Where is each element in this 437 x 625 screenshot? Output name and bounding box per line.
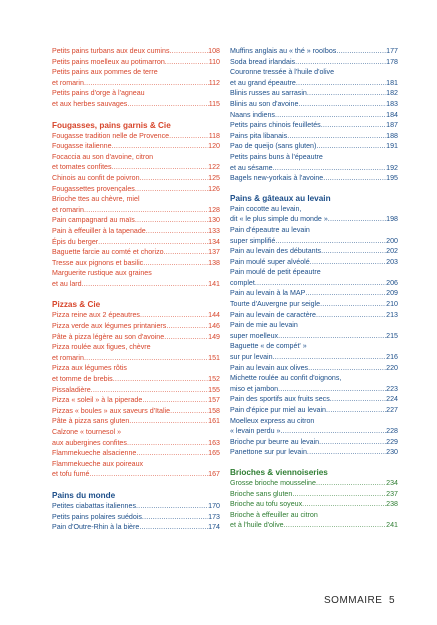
toc-page-number: 125 xyxy=(208,173,220,182)
toc-page-number: 203 xyxy=(386,257,398,266)
dot-leader xyxy=(170,406,208,417)
toc-entry-title: et tomates confites xyxy=(52,163,112,172)
toc-entry[interactable] xyxy=(52,99,220,110)
toc-entry[interactable] xyxy=(52,57,220,68)
toc-entry-title: Pain au levain aux olives xyxy=(230,363,309,372)
dot-leader xyxy=(82,279,209,290)
toc-entry-title: Pissaladière xyxy=(52,385,91,394)
dot-leader xyxy=(316,478,386,489)
toc-entry-title: Muffins anglais au « thé » rooïbos xyxy=(230,47,337,55)
toc-page-number: 227 xyxy=(386,406,398,414)
toc-page-number: 158 xyxy=(208,406,220,415)
dot-leader xyxy=(140,173,209,184)
toc-entry[interactable] xyxy=(52,173,220,184)
toc-page-number: 151 xyxy=(208,353,220,362)
toc-page-number: 138 xyxy=(208,258,220,267)
toc-entry-title: Petites ciabattas italiennes xyxy=(52,501,136,510)
page-number: 5 xyxy=(389,595,395,606)
toc-page-number: 134 xyxy=(208,237,220,246)
section-spacer xyxy=(230,184,398,193)
dot-leader xyxy=(275,236,386,247)
toc-entry[interactable] xyxy=(52,353,220,364)
dot-leader xyxy=(328,214,386,225)
toc-entry-title: complet xyxy=(230,278,255,287)
toc-entry-title: Naans indiens xyxy=(230,110,275,119)
footer-label: SOMMAIRE xyxy=(324,595,383,606)
toc-entry-title: et au grand épeautre xyxy=(230,78,296,87)
toc-entry-title: Pain au levain à la MAP xyxy=(230,289,306,298)
dot-leader xyxy=(275,110,386,121)
toc-page-number: 157 xyxy=(208,396,220,405)
toc-entry-title: Blinis russes au sarrasin xyxy=(230,89,307,98)
toc-entry-title: et romarin xyxy=(52,78,84,87)
dot-leader xyxy=(310,257,387,268)
toc-entry-title: Soda bread irlandais xyxy=(230,57,296,66)
dot-leader xyxy=(136,448,208,459)
toc-entry-title: aux aubergines confites xyxy=(52,438,127,447)
toc-page-number: 216 xyxy=(386,353,398,362)
toc-entry[interactable] xyxy=(230,141,398,152)
toc-page-number: 188 xyxy=(386,131,398,140)
dot-leader xyxy=(307,447,386,458)
toc-entry[interactable] xyxy=(52,310,220,321)
toc-page-number: 144 xyxy=(208,311,220,320)
toc-entry-line[interactable]: Pain d'épeautre au levain xyxy=(230,225,310,234)
section-heading: Brioches & viennoiseries xyxy=(230,467,328,477)
dot-leader xyxy=(316,141,386,152)
toc-entry[interactable] xyxy=(52,321,220,332)
toc-entry[interactable] xyxy=(230,405,398,416)
dot-leader xyxy=(296,78,386,89)
toc-page-number: 141 xyxy=(208,279,220,288)
toc-entry-title: miso et jambon xyxy=(230,384,279,393)
toc-right-column xyxy=(230,46,398,531)
dot-leader xyxy=(326,405,386,416)
toc-page-number: 223 xyxy=(386,384,398,393)
toc-page-number: 213 xyxy=(386,310,398,319)
toc-entry-line[interactable]: Baguette « de compét' » xyxy=(230,342,307,351)
dot-leader xyxy=(127,99,208,110)
toc-left-column xyxy=(52,46,220,533)
toc-entry-line[interactable]: Couronne tressée à l'huile d'olive xyxy=(230,68,335,77)
toc-entry[interactable] xyxy=(230,299,398,310)
section-spacer xyxy=(52,480,220,490)
toc-page-number: 191 xyxy=(386,142,398,151)
toc-entry-line[interactable]: Brioche ttes au chèvre, miel xyxy=(52,195,140,204)
section-heading: Fougasses, pains garnis & Cie xyxy=(52,120,171,130)
toc-entry-title: et romarin xyxy=(52,205,84,214)
toc-entry-line[interactable]: Moelleux express au citron xyxy=(230,416,315,425)
toc-page-number: 228 xyxy=(386,427,398,436)
toc-entry-title: Fougasse italienne xyxy=(52,142,112,151)
toc-entry-title: super simplifié xyxy=(230,236,276,245)
toc-entry-title: Tourte d'Auvergne pur seigle xyxy=(230,300,321,309)
toc-entry-line[interactable]: Calzone « tournesol » xyxy=(52,428,122,436)
toc-page-number: 165 xyxy=(208,449,220,458)
toc-page-number: 115 xyxy=(208,99,220,108)
toc-page-number: 210 xyxy=(386,300,398,309)
toc-entry-title: et à l'huile d'olive xyxy=(230,521,284,530)
toc-entry[interactable] xyxy=(230,478,398,489)
dot-leader xyxy=(316,310,386,321)
toc-entry-title: Pains pita libanais xyxy=(230,131,288,140)
toc-page-number: 128 xyxy=(208,205,220,214)
dot-leader xyxy=(278,384,386,395)
toc-entry[interactable] xyxy=(230,437,398,448)
toc-page-number: 146 xyxy=(208,322,220,331)
toc-page-number: 130 xyxy=(208,216,220,225)
toc-section xyxy=(230,46,398,184)
dot-leader xyxy=(135,184,208,195)
toc-page-number: 209 xyxy=(386,289,398,298)
toc-entry-title: Grosse brioche mousseline xyxy=(230,478,316,487)
toc-page-number: 152 xyxy=(208,375,220,384)
dot-leader xyxy=(255,278,386,289)
toc-entry-title: Baguette farcie au comté et chorizo xyxy=(52,248,164,257)
dot-leader xyxy=(336,46,386,57)
section-spacer xyxy=(52,110,220,120)
toc-page-number: 200 xyxy=(386,236,398,245)
toc-page-number: 198 xyxy=(386,215,398,224)
toc-entry[interactable] xyxy=(52,46,220,57)
dot-leader xyxy=(323,173,386,184)
toc-entry-title: Pizza « soleil » à la piperade xyxy=(52,396,143,405)
toc-page-number: 177 xyxy=(386,47,398,55)
toc-entry[interactable] xyxy=(52,258,220,269)
toc-entry[interactable] xyxy=(230,331,398,342)
toc-entry-title: Pao de queijo (sans gluten) xyxy=(230,142,317,151)
dot-leader xyxy=(140,310,208,321)
toc-section xyxy=(52,480,220,533)
toc-entry-title: Panettone sur pur levain xyxy=(230,448,307,457)
toc-entry[interactable] xyxy=(230,120,398,131)
toc-entry-title: et au lard xyxy=(52,279,82,288)
dot-leader xyxy=(170,46,209,57)
toc-entry[interactable] xyxy=(52,374,220,385)
toc-section xyxy=(230,458,398,531)
toc-entry-title: Pizzas « boules » aux saveurs d'Italie xyxy=(52,406,171,415)
toc-page-number: 229 xyxy=(386,437,398,446)
toc-entry-line[interactable]: Pain cocotte au levain, xyxy=(230,204,302,213)
dot-leader xyxy=(273,352,387,363)
toc-entry[interactable] xyxy=(52,501,220,512)
dot-leader xyxy=(129,416,208,427)
toc-page-number: 149 xyxy=(208,332,220,341)
toc-entry-title: Bagels new-yorkais à l'avoine xyxy=(230,174,324,183)
toc-entry-title: Pain au levain de caractère xyxy=(230,310,316,319)
section-spacer xyxy=(230,458,398,467)
toc-entry-title: Chinois au confit de poivron xyxy=(52,173,140,182)
toc-entry[interactable] xyxy=(52,226,220,237)
toc-page-number: 120 xyxy=(208,142,220,151)
dot-leader xyxy=(98,237,208,248)
toc-entry[interactable] xyxy=(52,184,220,195)
dot-leader xyxy=(298,99,386,110)
toc-entry[interactable] xyxy=(52,395,220,406)
toc-page-number: 133 xyxy=(208,226,220,235)
toc-section xyxy=(52,289,220,480)
toc-entry[interactable] xyxy=(230,520,398,531)
toc-page-number: 108 xyxy=(208,47,220,55)
dot-leader xyxy=(164,247,209,258)
toc-entry-title: Pain des sportifs aux fruits secs xyxy=(230,395,330,404)
toc-entry[interactable] xyxy=(230,110,398,121)
toc-entry[interactable] xyxy=(230,352,398,363)
toc-entry[interactable] xyxy=(52,205,220,216)
toc-entry[interactable] xyxy=(230,489,398,500)
toc-entry-title: Épis du berger xyxy=(52,237,99,246)
dot-leader xyxy=(135,215,208,226)
toc-entry[interactable] xyxy=(230,499,398,510)
dot-leader xyxy=(127,438,208,449)
toc-entry-title: Petits pains polaires suédois xyxy=(52,512,142,521)
toc-page-number: 237 xyxy=(386,489,398,498)
toc-entry-line[interactable]: Michette roulée au confit d'oignons, xyxy=(230,374,342,383)
toc-page-number: 174 xyxy=(208,523,220,532)
toc-entry[interactable] xyxy=(230,236,398,247)
toc-entry[interactable] xyxy=(230,57,398,68)
toc-entry-title: Blinis au son d'avoine xyxy=(230,99,299,108)
dot-leader xyxy=(169,131,209,142)
toc-entry-title: et romarin xyxy=(52,353,84,362)
toc-page-number: 238 xyxy=(386,500,398,509)
dot-leader xyxy=(142,512,208,523)
dot-leader xyxy=(113,374,208,385)
toc-page-number: 181 xyxy=(386,78,398,87)
toc-entry[interactable] xyxy=(52,279,220,290)
dot-leader xyxy=(139,522,208,533)
toc-entry[interactable] xyxy=(230,426,398,437)
section-spacer xyxy=(52,289,220,299)
toc-entry-title: Pain à effeuiller à la tapenade xyxy=(52,226,146,235)
dot-leader xyxy=(142,395,208,406)
toc-entry[interactable] xyxy=(230,310,398,321)
toc-entry[interactable] xyxy=(52,141,220,152)
toc-entry[interactable] xyxy=(230,163,398,174)
toc-page-number: 126 xyxy=(208,184,220,193)
dot-leader xyxy=(146,226,208,237)
toc-entry-title: Flammekueche alsacienne xyxy=(52,449,137,458)
toc-entry-line[interactable]: Petits pains buns à l'épeautre xyxy=(230,152,323,161)
toc-entry[interactable] xyxy=(230,278,398,289)
toc-page-number: 234 xyxy=(386,478,398,487)
dot-leader xyxy=(307,88,386,99)
toc-section xyxy=(52,110,220,290)
dot-leader xyxy=(136,501,208,512)
toc-entry-title: Tresse aux pignons et basilic xyxy=(52,258,144,267)
toc-entry-title: et tomme de brebis xyxy=(52,375,113,384)
toc-page-number: 173 xyxy=(208,512,220,521)
toc-page-number: 178 xyxy=(386,57,398,66)
toc-entry-title: Petits pains moelleux au potimarron xyxy=(52,57,165,66)
toc-page-number: 163 xyxy=(208,438,220,447)
dot-leader xyxy=(143,258,208,269)
toc-entry-title: Pâte à pizza légère au son d'avoine xyxy=(52,332,165,341)
toc-entry-title: Brioche au tofu soyeux xyxy=(230,500,303,509)
dot-leader xyxy=(89,469,208,480)
dot-leader xyxy=(84,78,209,89)
toc-entry[interactable] xyxy=(52,78,220,89)
dot-leader xyxy=(273,163,387,174)
toc-entry[interactable] xyxy=(230,78,398,89)
dot-leader xyxy=(91,385,209,396)
dot-leader xyxy=(84,205,208,216)
toc-entry[interactable] xyxy=(230,384,398,395)
toc-page-number: 122 xyxy=(208,163,220,172)
dot-leader xyxy=(305,288,386,299)
dot-leader xyxy=(319,437,386,448)
toc-entry-line[interactable]: Petits pains aux pommes de terre xyxy=(52,68,158,77)
toc-entry-title: Pain au levain des débutants xyxy=(230,247,322,256)
section-heading: Pains & gâteaux au levain xyxy=(230,193,331,203)
toc-entry-line[interactable]: Pizza roulée aux figues, chèvre xyxy=(52,343,151,352)
toc-entry[interactable] xyxy=(52,247,220,258)
dot-leader xyxy=(292,489,386,500)
dot-leader xyxy=(320,299,386,310)
toc-entry[interactable] xyxy=(230,173,398,184)
toc-entry-title: Fougassettes provençales xyxy=(52,184,135,193)
toc-page-number: 195 xyxy=(386,174,398,183)
dot-leader xyxy=(284,520,387,531)
toc-entry[interactable] xyxy=(230,131,398,142)
toc-entry-line[interactable]: Brioche à effeuiller au citron xyxy=(230,510,318,519)
toc-entry-title: Pâte à pizza sans gluten xyxy=(52,417,130,426)
toc-entry-title: Brioche sans gluten xyxy=(230,489,293,498)
toc-entry[interactable] xyxy=(230,246,398,257)
toc-page-number: 167 xyxy=(208,470,220,479)
toc-entry-line[interactable]: Marguerite rustique aux graines xyxy=(52,269,152,278)
toc-entry-line[interactable]: Petits pains d'orge à l'agneau xyxy=(52,89,145,98)
toc-entry-title: Pizza reine aux 2 épeautres xyxy=(52,311,140,320)
dot-leader xyxy=(112,162,209,173)
section-heading: Pizzas & Cie xyxy=(52,300,101,310)
dot-leader xyxy=(308,363,386,374)
toc-entry[interactable] xyxy=(52,522,220,533)
dot-leader xyxy=(84,353,208,364)
toc-entry[interactable] xyxy=(52,385,220,396)
toc-entry[interactable] xyxy=(230,46,398,57)
toc-page-number: 220 xyxy=(386,363,398,372)
toc-entry[interactable] xyxy=(52,406,220,417)
toc-entry[interactable] xyxy=(52,237,220,248)
section-heading: Pains du monde xyxy=(52,490,116,500)
toc-entry[interactable] xyxy=(230,214,398,225)
toc-page-number: 224 xyxy=(386,395,398,404)
toc-entry-title: dit « le plus simple du monde » xyxy=(230,215,328,224)
toc-entry[interactable] xyxy=(52,162,220,173)
toc-entry-title: Petits pains turbans aux deux cumins xyxy=(52,47,170,55)
dot-leader xyxy=(302,499,386,510)
toc-entry[interactable] xyxy=(52,332,220,343)
toc-entry-line[interactable]: Pizza aux légumes rôtis xyxy=(52,364,127,373)
toc-entry[interactable] xyxy=(52,438,220,449)
toc-entry[interactable] xyxy=(52,448,220,459)
toc-page-number: 202 xyxy=(386,247,398,256)
toc-page-number: 112 xyxy=(208,78,220,87)
toc-entry-title: Pain campagnard au maïs xyxy=(52,216,135,225)
toc-entry[interactable] xyxy=(52,131,220,142)
toc-page-number: 161 xyxy=(208,417,220,426)
toc-page-number: 215 xyxy=(386,331,398,340)
dot-leader xyxy=(330,394,386,405)
toc-entry-title: et au sésame xyxy=(230,163,273,172)
toc-entry-title: « levain perdu » xyxy=(230,427,281,436)
toc-entry-title: Petits pains chinois feuilletés xyxy=(230,121,321,130)
toc-page-number: 183 xyxy=(386,99,398,108)
toc-section xyxy=(52,46,220,110)
toc-page-number: 170 xyxy=(208,501,220,510)
toc-page-number: 187 xyxy=(386,121,398,130)
toc-page-number: 241 xyxy=(386,521,398,530)
dot-leader xyxy=(112,141,209,152)
toc-page-number: 206 xyxy=(386,278,398,287)
toc-entry-title: super moelleux xyxy=(230,331,279,340)
toc-page-number: 155 xyxy=(208,385,220,394)
dot-leader xyxy=(278,331,386,342)
toc-entry[interactable] xyxy=(230,88,398,99)
dot-leader xyxy=(164,332,208,343)
toc-page-number: 118 xyxy=(208,131,220,140)
toc-entry[interactable] xyxy=(52,512,220,523)
toc-page-number: 110 xyxy=(208,57,220,66)
toc-entry[interactable] xyxy=(52,215,220,226)
toc-entry-line[interactable]: Focaccia au son d'avoine, citron xyxy=(52,152,154,161)
toc-entry[interactable] xyxy=(230,394,398,405)
toc-entry-line[interactable]: Pain moulé de petit épeautre xyxy=(230,268,321,277)
toc-entry-line[interactable]: Pain de mie au levain xyxy=(230,321,298,330)
toc-entry-title: Pain d'épice pur miel au levain xyxy=(230,406,326,414)
toc-page-number: 192 xyxy=(386,163,398,172)
toc-entry-title: sur pur levain xyxy=(230,353,273,362)
dot-leader xyxy=(321,120,386,131)
toc-entry[interactable] xyxy=(52,469,220,480)
dot-leader xyxy=(287,131,386,142)
toc-entry[interactable] xyxy=(230,363,398,374)
toc-entry-title: Pain moulé super alvéolé xyxy=(230,257,310,266)
dot-leader xyxy=(166,321,208,332)
toc-entry-title: Fougasse tradition nelle de Provence xyxy=(52,131,170,140)
dot-leader xyxy=(280,426,386,437)
toc-page-number: 184 xyxy=(386,110,398,119)
toc-page-number: 182 xyxy=(386,89,398,98)
toc-page-number: 230 xyxy=(386,448,398,457)
toc-entry[interactable] xyxy=(230,447,398,458)
toc-entry[interactable] xyxy=(230,257,398,268)
dot-leader xyxy=(165,57,209,68)
toc-entry-title: et aux herbes sauvages xyxy=(52,99,128,108)
toc-entry[interactable] xyxy=(52,416,220,427)
toc-entry-title: Brioche pur beurre au levain xyxy=(230,437,320,446)
toc-page-number: 137 xyxy=(208,248,220,257)
dot-leader xyxy=(295,57,386,68)
toc-entry[interactable] xyxy=(230,99,398,110)
toc-section xyxy=(230,184,398,458)
toc-entry-title: Pain d'Outre-Rhin à la bière xyxy=(52,523,140,532)
toc-entry-title: Pizza verde aux légumes printaniers xyxy=(52,322,167,331)
dot-leader xyxy=(321,246,386,257)
toc-entry-line[interactable]: Flammekueche aux poireaux xyxy=(52,459,144,468)
toc-entry-title: et tofu fumé xyxy=(52,470,90,479)
toc-entry[interactable] xyxy=(230,288,398,299)
